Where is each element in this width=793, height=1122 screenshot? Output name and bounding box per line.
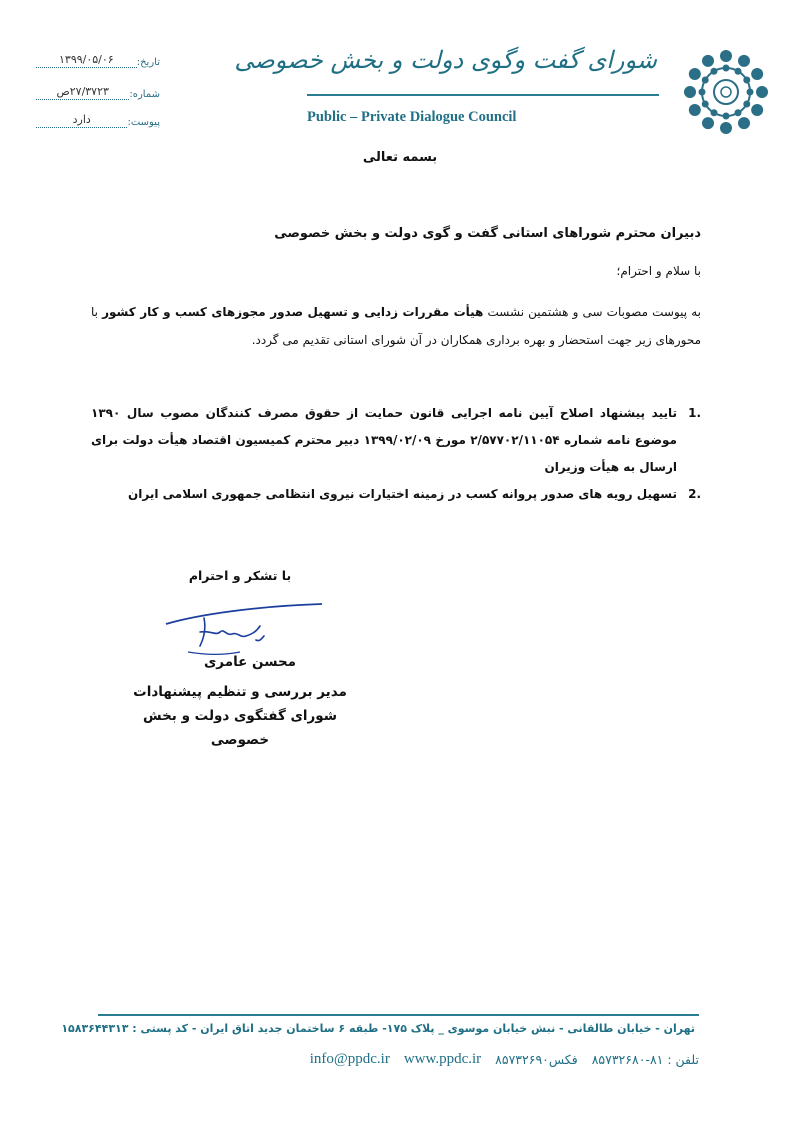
meta-number — [36, 84, 160, 100]
logo-dot — [702, 77, 709, 84]
logo-dot — [689, 68, 701, 80]
footer-phone: تلفن : ۸۱-۸۵۷۳۲۶۸۰ — [591, 1051, 699, 1067]
footer-address: تهران - خیابان طالقانی - نبش خیابان موسوی _ پلاک ۱۷۵- طبقه ۶ ساختمان جدید اتاق ایران - کد پستی : ۱۵۸۳۶۴۴۳۱۳ — [61, 1022, 695, 1035]
logo-dot — [735, 68, 742, 75]
meta-date-value: ۱۳۹۹/۰۵/۰۶ — [36, 53, 137, 68]
logo-dot — [699, 89, 706, 96]
logo-dot — [743, 77, 750, 84]
logo-dot — [723, 113, 730, 120]
logo-dot — [747, 89, 754, 96]
council-name-en: Public – Private Dialogue Council — [307, 109, 517, 125]
footer-website[interactable]: www.ppdc.ir — [403, 1050, 482, 1067]
list-item-number: .2 — [688, 487, 701, 501]
meta-attachment — [36, 112, 160, 128]
intro-text-2: با محورهای زیر جهت استحضار و بهره برداری همکاران در آن شورای استانی تقدیم می گردد. — [91, 305, 701, 347]
header-divider — [307, 94, 659, 96]
council-name-fa: شورای گفت وگوی دولت و بخش خصوصی — [234, 46, 657, 74]
footer-contact — [98, 1048, 699, 1070]
meta-attachment-value: دارد — [36, 113, 127, 128]
footer-fax: فکس۸۵۷۳۲۶۹۰ — [495, 1051, 578, 1067]
logo-dot — [720, 50, 732, 62]
closing-line: با تشکر و احترام — [188, 568, 292, 583]
logo-dot — [738, 55, 750, 67]
signer-name: محسن عامری — [203, 654, 297, 670]
signer-title-line-2: شورای گفتگوی دولت و بخش خصوصی — [142, 708, 338, 748]
logo-dot — [751, 104, 763, 116]
signer-title-line-1: مدیر بررسی و تنظیم پیشنهادات — [133, 684, 347, 700]
logo-dot — [702, 101, 709, 108]
intro-text-bold: هیأت مقررات زدایی و تسهیل صدور مجوزهای کسب و کار کشور — [102, 305, 484, 319]
logo-dot — [702, 117, 714, 129]
signer-title — [130, 680, 350, 752]
list-item — [91, 400, 701, 481]
list-item-text: تایید پیشنهاد اصلاح آیین نامه اجرایی قانون حمایت از حقوق مصرف کنندگان مصوب سال ۱۳۹۰ موضوع نامه شماره ۲/۵۷۷۰۲/۱۱۰۵۴ مورخ ۱۳۹۹/۰۲/۰۹ دبیر محترم کمیسیون اقتصاد هیأت دولت برای ارسال به هیأت وزیران — [91, 406, 677, 474]
meta-number-value: ۲۷/۳۷۲۳ص — [36, 85, 129, 100]
logo-dot — [743, 101, 750, 108]
logo-dot — [711, 109, 718, 116]
meta-date-label: تاریخ: — [136, 57, 160, 68]
footer-email[interactable]: info@ppdc.ir — [309, 1050, 390, 1067]
intro-paragraph — [91, 298, 701, 354]
footer-divider — [98, 1014, 699, 1016]
logo-dot — [702, 55, 714, 67]
list-item-text: تسهیل رویه های صدور پروانه کسب در زمینه اختیارات نیروی انتظامی جمهوری اسلامی ایران — [128, 487, 677, 501]
logo-dot — [756, 86, 768, 98]
logo-dot — [723, 65, 730, 72]
logo-dot — [735, 109, 742, 116]
list-item — [91, 481, 701, 508]
logo-dot — [684, 86, 696, 98]
logo-dot — [751, 68, 763, 80]
logo-dot — [738, 117, 750, 129]
meta-date — [36, 52, 160, 68]
meta-number-label: شماره: — [129, 89, 160, 100]
meta-attachment-label: پیوست: — [127, 117, 160, 128]
besmeh-heading: بسمه تعالی — [362, 150, 438, 165]
logo-dot — [720, 122, 732, 134]
greeting-line: با سلام و احترام؛ — [616, 264, 701, 278]
logo-dot — [689, 104, 701, 116]
recipient-line: دبیران محترم شوراهای استانی گفت و گوی دولت و بخش خصوصی — [274, 226, 701, 241]
resolution-list — [91, 400, 701, 508]
council-logo — [678, 44, 774, 140]
intro-text-1: به پیوست مصوبات سی و هشتمین نشست — [487, 305, 702, 319]
list-item-number: .1 — [688, 406, 701, 420]
logo-dot — [711, 68, 718, 75]
